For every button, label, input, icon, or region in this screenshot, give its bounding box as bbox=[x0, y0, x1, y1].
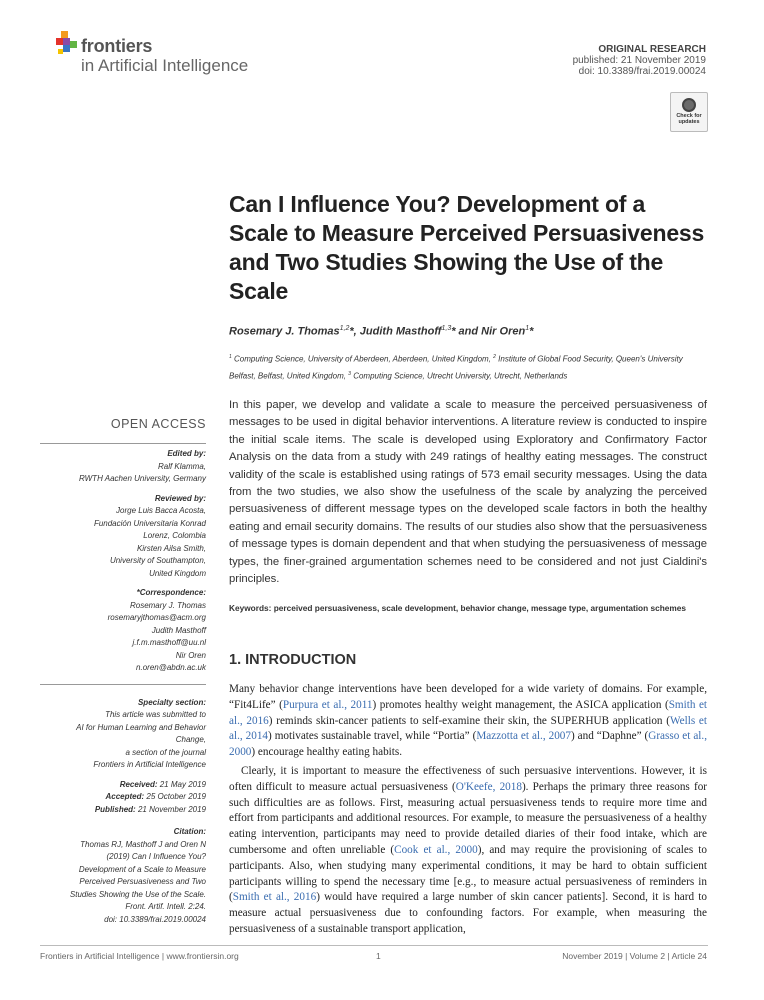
affil-sup: 2 bbox=[493, 354, 496, 360]
logo-wordmark: frontiers bbox=[81, 36, 153, 56]
affiliations bbox=[229, 350, 699, 383]
divider bbox=[40, 684, 206, 685]
footer-issue: November 2019 | Volume 2 | Article 24 bbox=[562, 951, 707, 961]
paragraph bbox=[229, 682, 707, 761]
affil-sup: 3 bbox=[348, 370, 351, 377]
text-run: ), and may require the provisioning of scales to participants. Also, when studying many experimental conditions, it may be hard to obtain sufficient participants willing to spend the necessary time [e.g., to measure actual persuasiveness of reminders in ( bbox=[229, 843, 707, 904]
affiliation: Computing Science, University of Aberdeen, Aberdeen, United Kingdom, bbox=[234, 354, 494, 364]
author-list bbox=[229, 325, 533, 338]
published-row bbox=[40, 804, 206, 817]
author-name[interactable]: Nir Oren bbox=[481, 325, 526, 338]
reviewer-affiliation: University of Southampton, bbox=[109, 556, 206, 565]
specialty-line: Frontiers in Artificial Intelligence bbox=[93, 760, 206, 769]
article-type: ORIGINAL RESEARCH bbox=[598, 44, 706, 55]
text-run: ) motivates sustainable travel, while “Portia” ( bbox=[268, 730, 477, 743]
author-sep: *, bbox=[349, 325, 360, 338]
text-run: ) promotes healthy weight management, the ASICA application ( bbox=[372, 698, 669, 711]
section-heading: 1. INTRODUCTION bbox=[229, 652, 357, 668]
accepted-label: Accepted: bbox=[105, 792, 145, 801]
corr-email[interactable]: rosemaryjthomas@acm.org bbox=[107, 613, 206, 622]
badge-label: Check for updates bbox=[676, 113, 702, 125]
page-number: 1 bbox=[376, 951, 381, 961]
citation-line: Development of a Scale to Measure bbox=[78, 864, 206, 874]
edited-by-label: Edited by: bbox=[167, 449, 206, 458]
citation-label: Citation: bbox=[173, 827, 206, 836]
published-label: Published: bbox=[94, 804, 136, 814]
article-title: Can I Influence You? Development of a Scale to Measure Perceived Persuasiveness and Two Studies Showing the Use of the Scale bbox=[229, 191, 705, 304]
open-access-label: OPEN ACCESS bbox=[110, 417, 206, 431]
keywords: Keywords: perceived persuasiveness, scale development, behavior change, message type, argumentation schemes bbox=[229, 603, 686, 613]
author-sup: 1 bbox=[525, 325, 530, 332]
accepted-row bbox=[40, 791, 206, 804]
published-date-side: 21 November 2019 bbox=[137, 804, 206, 814]
check-for-updates-badge[interactable] bbox=[670, 92, 708, 132]
editor-name: Ralf Klamma, bbox=[157, 461, 206, 471]
author-sep: * bbox=[529, 325, 534, 338]
corr-name: Rosemary J. Thomas bbox=[129, 600, 206, 610]
reviewed-by-label: Reviewed by: bbox=[154, 493, 206, 503]
text-run: ) encourage healthy eating habits. bbox=[251, 746, 403, 759]
reviewer-affiliation: Lorenz, Colombia bbox=[143, 531, 206, 540]
journal-name: in Artificial Intelligence bbox=[81, 56, 249, 75]
specialty-line: Change, bbox=[175, 735, 206, 744]
correspondence-label: *Correspondence: bbox=[136, 588, 206, 597]
author-sep: * and bbox=[451, 325, 482, 338]
specialty-line: AI for Human Learning and Behavior bbox=[76, 722, 206, 732]
frontiers-logo-icon bbox=[56, 31, 78, 57]
citation-link[interactable]: Grasso et al., 2000 bbox=[229, 730, 707, 759]
published-date: published: 21 November 2019 bbox=[572, 55, 706, 66]
text-run: Clearly, it is important to measure the effectiveness of such persuasive interventions. However, it is often difficult to measure actual persuasiveness ( bbox=[229, 764, 707, 793]
corr-email[interactable]: n.oren@abdn.ac.uk bbox=[136, 663, 206, 672]
received-row bbox=[40, 779, 206, 792]
reviewer-name: Kirsten Ailsa Smith, bbox=[136, 543, 206, 553]
text-run: ). Perhaps the primary three reasons for such difficulties are as follows. First, measuring actual persuasiveness tends to require more time and effort from participants and additional resources. For example, to measure the persuasiveness of a healthy eating intervention, participants may need to provide detailed diaries of their food intake, which are cumbersome and often unreliable ( bbox=[229, 780, 708, 856]
author-name[interactable]: Rosemary J. Thomas bbox=[229, 325, 340, 338]
doi[interactable]: doi: 10.3389/frai.2019.00024 bbox=[578, 66, 706, 77]
text-run: ) reminds skin-cancer patients to self-examine their skin, the SUPERHUB application ( bbox=[268, 714, 670, 727]
affiliation: Institute of Global Food Security, Queen's University Belfast, Belfast, United Kingdom, bbox=[229, 354, 683, 381]
reviewer-name: Jorge Luis Bacca Acosta, bbox=[116, 506, 206, 515]
citation-line: Thomas RJ, Masthoff J and Oren N bbox=[80, 839, 206, 849]
citation-link[interactable]: Smith et al., 2016 bbox=[232, 891, 317, 904]
citation-line: Front. Artif. Intell. 2:24. bbox=[125, 902, 206, 911]
footer-journal[interactable]: Frontiers in Artificial Intelligence | www.frontiersin.org bbox=[40, 951, 239, 961]
sidebar bbox=[40, 443, 206, 926]
paragraph bbox=[229, 764, 707, 938]
affiliation: Computing Science, Utrecht University, Utrecht, Netherlands bbox=[353, 371, 568, 381]
corr-name: Judith Masthoff bbox=[151, 625, 206, 635]
specialty-line: a section of the journal bbox=[125, 747, 206, 757]
author-sup: 1,3 bbox=[441, 325, 452, 332]
text-run: ) and “Daphne” ( bbox=[570, 730, 649, 743]
citation-link[interactable]: Mazzotta et al., 2007 bbox=[476, 730, 571, 743]
update-icon bbox=[682, 98, 696, 112]
citation-link[interactable]: Cook et al., 2000 bbox=[394, 843, 478, 856]
corr-email[interactable]: j.f.m.masthoff@uu.nl bbox=[132, 638, 206, 647]
text-run: ) would have required a large number of skin cancer patients]. Second, it is hard to measure actual persuasiveness due to confounding factors. For example, when measuring the persuasiveness of a sustainable transport application, bbox=[229, 891, 707, 935]
specialty-line: This article was submitted to bbox=[105, 710, 206, 719]
divider bbox=[40, 443, 206, 444]
accepted-date: 25 October 2019 bbox=[146, 792, 206, 801]
author-name[interactable]: Judith Masthoff bbox=[359, 325, 442, 338]
reviewer-affiliation: United Kingdom bbox=[149, 568, 206, 578]
text-run: Many behavior change interventions have been developed for a wide variety of domains. For example, “Fit4Life” ( bbox=[229, 683, 707, 711]
citation-link[interactable]: O'Keefe, 2018 bbox=[455, 780, 522, 793]
citation-link[interactable]: Smith et al., 2016 bbox=[229, 698, 708, 727]
citation-line: Perceived Persuasiveness and Two bbox=[79, 877, 206, 886]
editor-affiliation: RWTH Aachen University, Germany bbox=[79, 474, 206, 483]
affil-sup: 1 bbox=[229, 354, 232, 360]
footer-divider bbox=[40, 945, 708, 946]
abstract: In this paper, we develop and validate a scale to measure the perceived persuasiveness of messages to be used in digital behavior interventions. A literature review is conducted to inspire the initial scale items. The scale is developed using Exploratory and Confirmatory Factor Analysis on the data from a study with 249 ratings of healthy eating messages. The construct validity of the scale is established using ratings of 573 email security messages. Using the data from the two studies, we also show the usefulness of the scale by analyzing the perceived persuasiveness of different message types on the developed scale factors in both the healthy eating and email security domains. The results of our studies also show that the persuasiveness of message types is domain dependent and that when studying the persuasiveness of message types, the finer-grained argumentation schemes need to be considered and not just Cialdini's principles. bbox=[229, 399, 707, 586]
citation-line: (2019) Can I Influence You? bbox=[106, 852, 206, 861]
received-date: 21 May 2019 bbox=[159, 779, 206, 789]
citation-line: Studies Showing the Use of the Scale. bbox=[69, 889, 206, 899]
specialty-label: Specialty section: bbox=[137, 697, 206, 707]
corr-name: Nir Oren bbox=[175, 650, 206, 660]
citation-link[interactable]: Purpura et al., 2011 bbox=[282, 698, 373, 711]
body-text bbox=[229, 682, 707, 941]
author-sup: 1,2 bbox=[339, 325, 350, 332]
citation-link[interactable]: Wells et al., 2014 bbox=[229, 714, 707, 743]
article-header bbox=[573, 44, 706, 77]
received-label: Received: bbox=[119, 779, 158, 789]
reviewer-affiliation: Fundación Universitaria Konrad bbox=[93, 518, 206, 528]
citation-line: doi: 10.3389/frai.2019.00024 bbox=[104, 914, 206, 924]
